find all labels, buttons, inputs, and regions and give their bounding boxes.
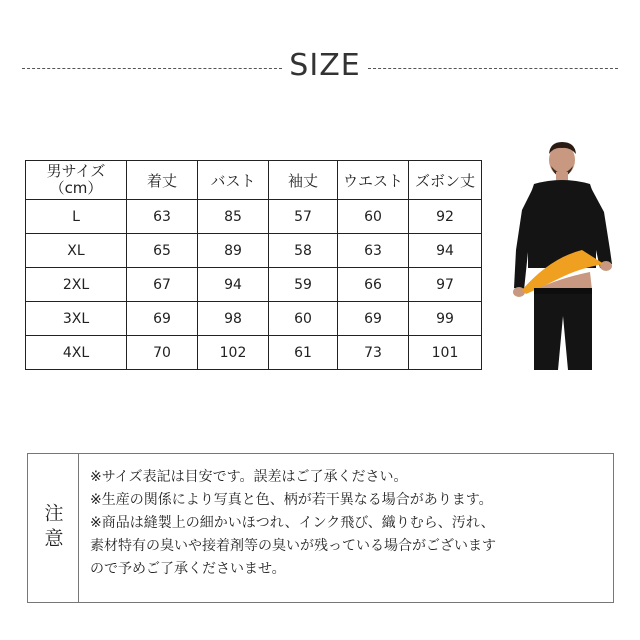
length-cell: 63 xyxy=(127,200,198,234)
waist-cell: 73 xyxy=(338,336,409,370)
table-row xyxy=(26,336,482,370)
pants-length-cell: 101 xyxy=(409,336,482,370)
sleeve-cell: 61 xyxy=(269,336,338,370)
waist-cell: 66 xyxy=(338,268,409,302)
header-length: 着丈 xyxy=(127,161,198,200)
header-divider-left xyxy=(22,68,282,69)
size-cell: 4XL xyxy=(26,336,127,370)
size-table-header-row xyxy=(26,161,482,200)
waist-cell: 63 xyxy=(338,234,409,268)
header-size-label xyxy=(26,161,127,200)
header-waist: ウエスト xyxy=(338,161,409,200)
bust-cell: 85 xyxy=(198,200,269,234)
table-row xyxy=(26,302,482,336)
size-cell: 3XL xyxy=(26,302,127,336)
pants-length-cell: 94 xyxy=(409,234,482,268)
sleeve-cell: 59 xyxy=(269,268,338,302)
sleeve-cell: 58 xyxy=(269,234,338,268)
waist-cell: 69 xyxy=(338,302,409,336)
notes-label: 注意 xyxy=(41,503,64,553)
bust-cell: 89 xyxy=(198,234,269,268)
length-cell: 69 xyxy=(127,302,198,336)
pants-length-cell: 99 xyxy=(409,302,482,336)
sleeve-cell: 60 xyxy=(269,302,338,336)
note-line: ※商品は縫製上の細かいほつれ、インク飛び、織りむら、汚れ、 xyxy=(90,515,495,531)
length-cell: 67 xyxy=(127,268,198,302)
notes-box xyxy=(27,453,614,603)
waist-cell: 60 xyxy=(338,200,409,234)
table-row xyxy=(26,200,482,234)
sleeve-cell: 57 xyxy=(269,200,338,234)
bust-cell: 98 xyxy=(198,302,269,336)
pants-length-cell: 97 xyxy=(409,268,482,302)
model-right-hand xyxy=(600,261,612,271)
note-line: ※生産の関係により写真と色、柄が若干異なる場合があります。 xyxy=(90,492,493,508)
header-size-label-text: 男サイズ （cm） xyxy=(46,162,106,197)
size-cell: L xyxy=(26,200,127,234)
model-waistband xyxy=(534,288,592,294)
header-sleeve: 袖丈 xyxy=(269,161,338,200)
note-line: 素材特有の臭いや接着剤等の臭いが残っている場合がございます xyxy=(90,538,496,554)
notes-text xyxy=(90,466,607,581)
header-bust: バスト xyxy=(198,161,269,200)
bust-cell: 94 xyxy=(198,268,269,302)
notes-label-cell xyxy=(28,454,79,602)
header-pants-length: ズボン丈 xyxy=(409,161,482,200)
model-pants xyxy=(534,294,592,370)
length-cell: 70 xyxy=(127,336,198,370)
table-row xyxy=(26,268,482,302)
note-line: ※サイズ表記は目安です。誤差はご了承ください。 xyxy=(90,469,408,485)
size-table xyxy=(25,160,482,370)
size-cell: 2XL xyxy=(26,268,127,302)
pants-length-cell: 92 xyxy=(409,200,482,234)
page-title: SIZE xyxy=(289,48,361,83)
table-row xyxy=(26,234,482,268)
length-cell: 65 xyxy=(127,234,198,268)
size-cell: XL xyxy=(26,234,127,268)
model-photo xyxy=(500,140,625,370)
model-left-hand xyxy=(513,287,525,297)
note-line: ので予めご了承くださいませ。 xyxy=(90,561,286,577)
bust-cell: 102 xyxy=(198,336,269,370)
header-divider-right xyxy=(368,68,618,69)
